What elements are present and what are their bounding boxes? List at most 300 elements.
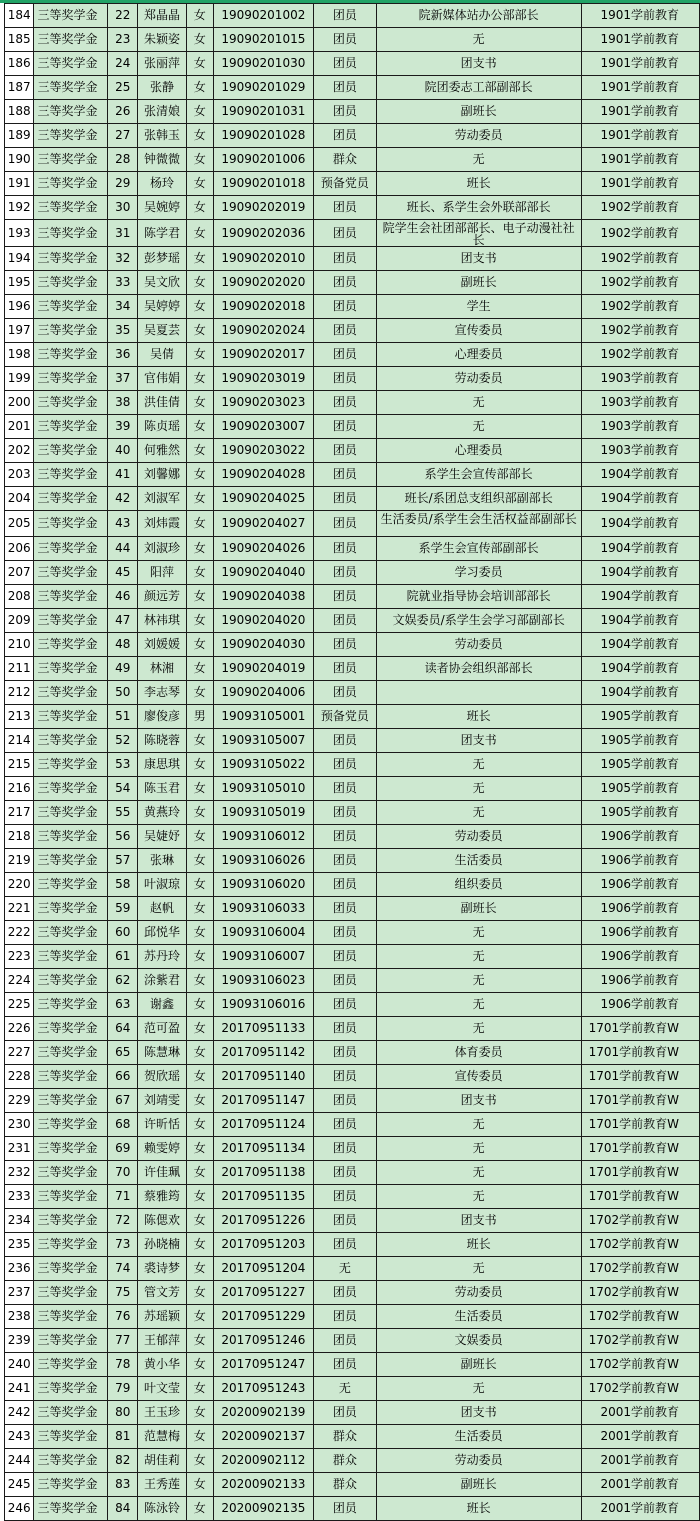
seq-cell[interactable]: 58 — [108, 873, 138, 897]
political-status-cell[interactable]: 团员 — [314, 825, 377, 849]
class-cell[interactable]: 1901学前教育 — [581, 76, 699, 100]
class-cell[interactable]: 1701学前教育W — [581, 1113, 699, 1137]
gender-cell[interactable]: 女 — [186, 609, 213, 633]
student-id-cell[interactable]: 19090204027 — [213, 511, 313, 537]
class-cell[interactable]: 1904学前教育 — [581, 561, 699, 585]
class-cell[interactable]: 1901学前教育 — [581, 28, 699, 52]
row-number-cell[interactable]: 242 — [5, 1401, 34, 1425]
row-number-cell[interactable]: 228 — [5, 1065, 34, 1089]
position-cell[interactable]: 班长、系学生会外联部部长 — [376, 196, 581, 220]
student-name-cell[interactable]: 陈慧琳 — [138, 1041, 187, 1065]
position-cell[interactable]: 学生 — [376, 295, 581, 319]
award-cell[interactable]: 三等奖学金 — [34, 897, 108, 921]
position-cell[interactable]: 无 — [376, 1377, 581, 1401]
political-status-cell[interactable]: 团员 — [314, 561, 377, 585]
award-cell[interactable]: 三等奖学金 — [34, 28, 108, 52]
student-id-cell[interactable]: 19093106012 — [213, 825, 313, 849]
seq-cell[interactable]: 57 — [108, 849, 138, 873]
gender-cell[interactable]: 女 — [186, 100, 213, 124]
seq-cell[interactable]: 64 — [108, 1017, 138, 1041]
student-id-cell[interactable]: 19090202024 — [213, 319, 313, 343]
student-name-cell[interactable]: 王玉珍 — [138, 1401, 187, 1425]
student-id-cell[interactable]: 19090202017 — [213, 343, 313, 367]
political-status-cell[interactable]: 团员 — [314, 945, 377, 969]
gender-cell[interactable]: 女 — [186, 1281, 213, 1305]
gender-cell[interactable]: 女 — [186, 1449, 213, 1473]
seq-cell[interactable]: 45 — [108, 561, 138, 585]
row-number-cell[interactable]: 236 — [5, 1257, 34, 1281]
student-name-cell[interactable]: 范慧梅 — [138, 1425, 187, 1449]
student-id-cell[interactable]: 20170951147 — [213, 1089, 313, 1113]
class-cell[interactable]: 1905学前教育 — [581, 801, 699, 825]
student-id-cell[interactable]: 19090201006 — [213, 148, 313, 172]
seq-cell[interactable]: 33 — [108, 271, 138, 295]
row-number-cell[interactable]: 227 — [5, 1041, 34, 1065]
class-cell[interactable]: 2001学前教育 — [581, 1449, 699, 1473]
row-number-cell[interactable]: 237 — [5, 1281, 34, 1305]
award-cell[interactable]: 三等奖学金 — [34, 1281, 108, 1305]
award-cell[interactable]: 三等奖学金 — [34, 681, 108, 705]
political-status-cell[interactable]: 团员 — [314, 849, 377, 873]
gender-cell[interactable]: 女 — [186, 511, 213, 537]
student-name-cell[interactable]: 谢鑫 — [138, 993, 187, 1017]
student-name-cell[interactable]: 裘诗梦 — [138, 1257, 187, 1281]
award-cell[interactable]: 三等奖学金 — [34, 993, 108, 1017]
student-name-cell[interactable]: 林祎琪 — [138, 609, 187, 633]
political-status-cell[interactable]: 无 — [314, 1257, 377, 1281]
class-cell[interactable]: 1902学前教育 — [581, 196, 699, 220]
gender-cell[interactable]: 女 — [186, 4, 213, 28]
class-cell[interactable]: 1906学前教育 — [581, 873, 699, 897]
student-id-cell[interactable]: 20170951124 — [213, 1113, 313, 1137]
row-number-cell[interactable]: 209 — [5, 609, 34, 633]
gender-cell[interactable]: 女 — [186, 319, 213, 343]
class-cell[interactable]: 1901学前教育 — [581, 4, 699, 28]
row-number-cell[interactable]: 192 — [5, 196, 34, 220]
seq-cell[interactable]: 73 — [108, 1233, 138, 1257]
seq-cell[interactable]: 22 — [108, 4, 138, 28]
seq-cell[interactable]: 70 — [108, 1161, 138, 1185]
political-status-cell[interactable]: 团员 — [314, 1185, 377, 1209]
student-id-cell[interactable]: 20170951227 — [213, 1281, 313, 1305]
student-id-cell[interactable]: 19093106020 — [213, 873, 313, 897]
seq-cell[interactable]: 30 — [108, 196, 138, 220]
award-cell[interactable]: 三等奖学金 — [34, 1329, 108, 1353]
seq-cell[interactable]: 52 — [108, 729, 138, 753]
award-cell[interactable]: 三等奖学金 — [34, 753, 108, 777]
seq-cell[interactable]: 32 — [108, 247, 138, 271]
student-id-cell[interactable]: 19090204020 — [213, 609, 313, 633]
student-id-cell[interactable]: 19090203019 — [213, 367, 313, 391]
row-number-cell[interactable]: 210 — [5, 633, 34, 657]
student-id-cell[interactable]: 20170951135 — [213, 1185, 313, 1209]
student-id-cell[interactable]: 20170951204 — [213, 1257, 313, 1281]
position-cell[interactable]: 无 — [376, 945, 581, 969]
seq-cell[interactable]: 76 — [108, 1305, 138, 1329]
student-id-cell[interactable]: 20170951243 — [213, 1377, 313, 1401]
award-cell[interactable]: 三等奖学金 — [34, 873, 108, 897]
seq-cell[interactable]: 37 — [108, 367, 138, 391]
seq-cell[interactable]: 66 — [108, 1065, 138, 1089]
student-id-cell[interactable]: 19090204040 — [213, 561, 313, 585]
award-cell[interactable]: 三等奖学金 — [34, 1017, 108, 1041]
gender-cell[interactable]: 女 — [186, 220, 213, 247]
seq-cell[interactable]: 40 — [108, 439, 138, 463]
class-cell[interactable]: 1902学前教育 — [581, 271, 699, 295]
student-id-cell[interactable]: 20170951203 — [213, 1233, 313, 1257]
gender-cell[interactable]: 女 — [186, 196, 213, 220]
student-name-cell[interactable]: 刘靖雯 — [138, 1089, 187, 1113]
position-cell[interactable]: 无 — [376, 801, 581, 825]
student-name-cell[interactable]: 张丽萍 — [138, 52, 187, 76]
student-id-cell[interactable]: 19090204025 — [213, 487, 313, 511]
gender-cell[interactable]: 女 — [186, 921, 213, 945]
position-cell[interactable]: 班长/系团总支组织部副部长 — [376, 487, 581, 511]
position-cell[interactable]: 院学生会社团部部长、电子动漫社社长 — [376, 220, 581, 247]
student-name-cell[interactable]: 胡佳莉 — [138, 1449, 187, 1473]
position-cell[interactable]: 系学生会宣传部副部长 — [376, 537, 581, 561]
class-cell[interactable]: 1903学前教育 — [581, 367, 699, 391]
political-status-cell[interactable]: 团员 — [314, 729, 377, 753]
gender-cell[interactable]: 女 — [186, 439, 213, 463]
award-cell[interactable]: 三等奖学金 — [34, 148, 108, 172]
position-cell[interactable]: 读者协会组织部部长 — [376, 657, 581, 681]
gender-cell[interactable]: 女 — [186, 873, 213, 897]
row-number-cell[interactable]: 241 — [5, 1377, 34, 1401]
seq-cell[interactable]: 42 — [108, 487, 138, 511]
row-number-cell[interactable]: 194 — [5, 247, 34, 271]
student-name-cell[interactable]: 阳萍 — [138, 561, 187, 585]
class-cell[interactable]: 1903学前教育 — [581, 391, 699, 415]
gender-cell[interactable]: 女 — [186, 367, 213, 391]
row-number-cell[interactable]: 206 — [5, 537, 34, 561]
position-cell[interactable]: 系学生会宣传部部长 — [376, 463, 581, 487]
political-status-cell[interactable]: 团员 — [314, 1041, 377, 1065]
student-id-cell[interactable]: 19090201029 — [213, 76, 313, 100]
political-status-cell[interactable]: 团员 — [314, 657, 377, 681]
student-name-cell[interactable]: 苏瑶颖 — [138, 1305, 187, 1329]
row-number-cell[interactable]: 231 — [5, 1137, 34, 1161]
class-cell[interactable]: 1902学前教育 — [581, 343, 699, 367]
class-cell[interactable]: 1702学前教育W — [581, 1233, 699, 1257]
gender-cell[interactable]: 女 — [186, 969, 213, 993]
class-cell[interactable]: 1904学前教育 — [581, 681, 699, 705]
seq-cell[interactable]: 56 — [108, 825, 138, 849]
student-name-cell[interactable]: 陈晓蓉 — [138, 729, 187, 753]
class-cell[interactable]: 1902学前教育 — [581, 247, 699, 271]
student-name-cell[interactable]: 官伟娟 — [138, 367, 187, 391]
seq-cell[interactable]: 65 — [108, 1041, 138, 1065]
row-number-cell[interactable]: 188 — [5, 100, 34, 124]
row-number-cell[interactable]: 191 — [5, 172, 34, 196]
student-name-cell[interactable]: 许佳珮 — [138, 1161, 187, 1185]
student-id-cell[interactable]: 19090202036 — [213, 220, 313, 247]
row-number-cell[interactable]: 197 — [5, 319, 34, 343]
gender-cell[interactable]: 女 — [186, 76, 213, 100]
student-name-cell[interactable]: 刘馨娜 — [138, 463, 187, 487]
row-number-cell[interactable]: 186 — [5, 52, 34, 76]
student-id-cell[interactable]: 20170951226 — [213, 1209, 313, 1233]
political-status-cell[interactable]: 团员 — [314, 753, 377, 777]
row-number-cell[interactable]: 222 — [5, 921, 34, 945]
student-id-cell[interactable]: 19090201028 — [213, 124, 313, 148]
award-cell[interactable]: 三等奖学金 — [34, 367, 108, 391]
seq-cell[interactable]: 69 — [108, 1137, 138, 1161]
award-cell[interactable]: 三等奖学金 — [34, 1257, 108, 1281]
seq-cell[interactable]: 62 — [108, 969, 138, 993]
award-cell[interactable]: 三等奖学金 — [34, 1497, 108, 1521]
political-status-cell[interactable]: 团员 — [314, 777, 377, 801]
political-status-cell[interactable]: 团员 — [314, 319, 377, 343]
award-cell[interactable]: 三等奖学金 — [34, 801, 108, 825]
seq-cell[interactable]: 41 — [108, 463, 138, 487]
position-cell[interactable]: 文娱委员 — [376, 1329, 581, 1353]
position-cell[interactable]: 心理委员 — [376, 439, 581, 463]
position-cell[interactable]: 生活委员 — [376, 849, 581, 873]
student-name-cell[interactable]: 张琳 — [138, 849, 187, 873]
position-cell[interactable]: 无 — [376, 28, 581, 52]
political-status-cell[interactable]: 团员 — [314, 1233, 377, 1257]
seq-cell[interactable]: 82 — [108, 1449, 138, 1473]
award-cell[interactable]: 三等奖学金 — [34, 825, 108, 849]
student-id-cell[interactable]: 19093105007 — [213, 729, 313, 753]
student-id-cell[interactable]: 19090201015 — [213, 28, 313, 52]
class-cell[interactable]: 2001学前教育 — [581, 1473, 699, 1497]
row-number-cell[interactable]: 243 — [5, 1425, 34, 1449]
student-id-cell[interactable]: 20200902133 — [213, 1473, 313, 1497]
student-id-cell[interactable]: 19093105022 — [213, 753, 313, 777]
student-name-cell[interactable]: 吴婕妤 — [138, 825, 187, 849]
position-cell[interactable] — [376, 681, 581, 705]
seq-cell[interactable]: 72 — [108, 1209, 138, 1233]
gender-cell[interactable]: 女 — [186, 1425, 213, 1449]
gender-cell[interactable]: 女 — [186, 1065, 213, 1089]
row-number-cell[interactable]: 184 — [5, 4, 34, 28]
row-number-cell[interactable]: 229 — [5, 1089, 34, 1113]
seq-cell[interactable]: 61 — [108, 945, 138, 969]
class-cell[interactable]: 2001学前教育 — [581, 1401, 699, 1425]
gender-cell[interactable]: 女 — [186, 1305, 213, 1329]
political-status-cell[interactable]: 团员 — [314, 100, 377, 124]
gender-cell[interactable]: 女 — [186, 247, 213, 271]
class-cell[interactable]: 1702学前教育W — [581, 1377, 699, 1401]
position-cell[interactable]: 无 — [376, 777, 581, 801]
row-number-cell[interactable]: 202 — [5, 439, 34, 463]
award-cell[interactable]: 三等奖学金 — [34, 1113, 108, 1137]
student-name-cell[interactable]: 陈泳铃 — [138, 1497, 187, 1521]
row-number-cell[interactable]: 225 — [5, 993, 34, 1017]
row-number-cell[interactable]: 220 — [5, 873, 34, 897]
position-cell[interactable]: 副班长 — [376, 897, 581, 921]
student-id-cell[interactable]: 19090204026 — [213, 537, 313, 561]
award-cell[interactable]: 三等奖学金 — [34, 777, 108, 801]
political-status-cell[interactable]: 团员 — [314, 537, 377, 561]
award-cell[interactable]: 三等奖学金 — [34, 921, 108, 945]
seq-cell[interactable]: 31 — [108, 220, 138, 247]
seq-cell[interactable]: 23 — [108, 28, 138, 52]
student-id-cell[interactable]: 19090202018 — [213, 295, 313, 319]
political-status-cell[interactable]: 团员 — [314, 1305, 377, 1329]
award-cell[interactable]: 三等奖学金 — [34, 463, 108, 487]
political-status-cell[interactable]: 团员 — [314, 921, 377, 945]
award-cell[interactable]: 三等奖学金 — [34, 220, 108, 247]
award-cell[interactable]: 三等奖学金 — [34, 196, 108, 220]
political-status-cell[interactable]: 团员 — [314, 969, 377, 993]
class-cell[interactable]: 1904学前教育 — [581, 463, 699, 487]
award-cell[interactable]: 三等奖学金 — [34, 705, 108, 729]
award-cell[interactable]: 三等奖学金 — [34, 1233, 108, 1257]
student-name-cell[interactable]: 吴倩 — [138, 343, 187, 367]
class-cell[interactable]: 1702学前教育W — [581, 1257, 699, 1281]
row-number-cell[interactable]: 195 — [5, 271, 34, 295]
row-number-cell[interactable]: 246 — [5, 1497, 34, 1521]
class-cell[interactable]: 2001学前教育 — [581, 1425, 699, 1449]
student-name-cell[interactable]: 张静 — [138, 76, 187, 100]
political-status-cell[interactable]: 团员 — [314, 873, 377, 897]
student-id-cell[interactable]: 20170951140 — [213, 1065, 313, 1089]
political-status-cell[interactable]: 团员 — [314, 391, 377, 415]
position-cell[interactable]: 宣传委员 — [376, 319, 581, 343]
student-id-cell[interactable]: 19093106004 — [213, 921, 313, 945]
gender-cell[interactable]: 女 — [186, 1113, 213, 1137]
student-name-cell[interactable]: 林湘 — [138, 657, 187, 681]
award-cell[interactable]: 三等奖学金 — [34, 609, 108, 633]
row-number-cell[interactable]: 196 — [5, 295, 34, 319]
student-name-cell[interactable]: 贺欣瑶 — [138, 1065, 187, 1089]
seq-cell[interactable]: 26 — [108, 100, 138, 124]
award-cell[interactable]: 三等奖学金 — [34, 415, 108, 439]
position-cell[interactable]: 班长 — [376, 705, 581, 729]
student-id-cell[interactable]: 19093105010 — [213, 777, 313, 801]
student-id-cell[interactable]: 20200902135 — [213, 1497, 313, 1521]
class-cell[interactable]: 1905学前教育 — [581, 705, 699, 729]
political-status-cell[interactable]: 群众 — [314, 1449, 377, 1473]
student-id-cell[interactable]: 19093105019 — [213, 801, 313, 825]
position-cell[interactable]: 生活委员/系学生会生活权益部副部长 — [376, 511, 581, 537]
position-cell[interactable]: 生活委员 — [376, 1425, 581, 1449]
political-status-cell[interactable]: 团员 — [314, 511, 377, 537]
student-name-cell[interactable]: 杨玲 — [138, 172, 187, 196]
award-cell[interactable]: 三等奖学金 — [34, 343, 108, 367]
seq-cell[interactable]: 77 — [108, 1329, 138, 1353]
gender-cell[interactable]: 女 — [186, 729, 213, 753]
row-number-cell[interactable]: 215 — [5, 753, 34, 777]
award-cell[interactable]: 三等奖学金 — [34, 1209, 108, 1233]
gender-cell[interactable]: 女 — [186, 1329, 213, 1353]
student-id-cell[interactable]: 19090204028 — [213, 463, 313, 487]
row-number-cell[interactable]: 239 — [5, 1329, 34, 1353]
student-id-cell[interactable]: 19090204019 — [213, 657, 313, 681]
gender-cell[interactable]: 女 — [186, 1137, 213, 1161]
row-number-cell[interactable]: 234 — [5, 1209, 34, 1233]
row-number-cell[interactable]: 189 — [5, 124, 34, 148]
position-cell[interactable]: 生活委员 — [376, 1305, 581, 1329]
seq-cell[interactable]: 59 — [108, 897, 138, 921]
class-cell[interactable]: 1701学前教育W — [581, 1017, 699, 1041]
political-status-cell[interactable]: 团员 — [314, 415, 377, 439]
student-id-cell[interactable]: 20200902139 — [213, 1401, 313, 1425]
row-number-cell[interactable]: 221 — [5, 897, 34, 921]
student-name-cell[interactable]: 朱颖姿 — [138, 28, 187, 52]
row-number-cell[interactable]: 244 — [5, 1449, 34, 1473]
gender-cell[interactable]: 女 — [186, 585, 213, 609]
row-number-cell[interactable]: 208 — [5, 585, 34, 609]
political-status-cell[interactable]: 团员 — [314, 76, 377, 100]
award-cell[interactable]: 三等奖学金 — [34, 1305, 108, 1329]
award-cell[interactable]: 三等奖学金 — [34, 172, 108, 196]
award-cell[interactable]: 三等奖学金 — [34, 1089, 108, 1113]
political-status-cell[interactable]: 团员 — [314, 196, 377, 220]
political-status-cell[interactable]: 团员 — [314, 1161, 377, 1185]
student-name-cell[interactable]: 王郁萍 — [138, 1329, 187, 1353]
position-cell[interactable]: 无 — [376, 753, 581, 777]
position-cell[interactable]: 班长 — [376, 1233, 581, 1257]
position-cell[interactable]: 副班长 — [376, 1473, 581, 1497]
political-status-cell[interactable]: 团员 — [314, 367, 377, 391]
award-cell[interactable]: 三等奖学金 — [34, 1425, 108, 1449]
gender-cell[interactable]: 女 — [186, 1017, 213, 1041]
award-cell[interactable]: 三等奖学金 — [34, 561, 108, 585]
position-cell[interactable]: 院新媒体站办公部部长 — [376, 4, 581, 28]
row-number-cell[interactable]: 198 — [5, 343, 34, 367]
award-cell[interactable]: 三等奖学金 — [34, 76, 108, 100]
position-cell[interactable]: 劳动委员 — [376, 633, 581, 657]
gender-cell[interactable]: 女 — [186, 148, 213, 172]
class-cell[interactable]: 1904学前教育 — [581, 487, 699, 511]
class-cell[interactable]: 1905学前教育 — [581, 729, 699, 753]
gender-cell[interactable]: 女 — [186, 343, 213, 367]
gender-cell[interactable]: 女 — [186, 561, 213, 585]
position-cell[interactable]: 组织委员 — [376, 873, 581, 897]
row-number-cell[interactable]: 203 — [5, 463, 34, 487]
class-cell[interactable]: 1901学前教育 — [581, 172, 699, 196]
political-status-cell[interactable]: 团员 — [314, 801, 377, 825]
seq-cell[interactable]: 24 — [108, 52, 138, 76]
seq-cell[interactable]: 68 — [108, 1113, 138, 1137]
political-status-cell[interactable]: 团员 — [314, 52, 377, 76]
row-number-cell[interactable]: 235 — [5, 1233, 34, 1257]
class-cell[interactable]: 1906学前教育 — [581, 921, 699, 945]
gender-cell[interactable]: 女 — [186, 777, 213, 801]
student-id-cell[interactable]: 19093106016 — [213, 993, 313, 1017]
award-cell[interactable]: 三等奖学金 — [34, 1161, 108, 1185]
class-cell[interactable]: 1702学前教育W — [581, 1281, 699, 1305]
gender-cell[interactable]: 女 — [186, 1041, 213, 1065]
position-cell[interactable]: 文娱委员/系学生会学习部副部长 — [376, 609, 581, 633]
student-id-cell[interactable]: 20170951247 — [213, 1353, 313, 1377]
seq-cell[interactable]: 55 — [108, 801, 138, 825]
political-status-cell[interactable]: 团员 — [314, 993, 377, 1017]
position-cell[interactable]: 无 — [376, 1161, 581, 1185]
political-status-cell[interactable]: 团员 — [314, 487, 377, 511]
student-id-cell[interactable]: 20170951134 — [213, 1137, 313, 1161]
student-name-cell[interactable]: 黄燕玲 — [138, 801, 187, 825]
position-cell[interactable]: 院团委志工部副部长 — [376, 76, 581, 100]
student-id-cell[interactable]: 20170951138 — [213, 1161, 313, 1185]
class-cell[interactable]: 1701学前教育W — [581, 1137, 699, 1161]
class-cell[interactable]: 1702学前教育W — [581, 1353, 699, 1377]
seq-cell[interactable]: 71 — [108, 1185, 138, 1209]
position-cell[interactable]: 无 — [376, 1257, 581, 1281]
row-number-cell[interactable]: 199 — [5, 367, 34, 391]
class-cell[interactable]: 1901学前教育 — [581, 52, 699, 76]
political-status-cell[interactable]: 团员 — [314, 897, 377, 921]
class-cell[interactable]: 1901学前教育 — [581, 100, 699, 124]
seq-cell[interactable]: 39 — [108, 415, 138, 439]
seq-cell[interactable]: 38 — [108, 391, 138, 415]
position-cell[interactable]: 无 — [376, 1017, 581, 1041]
student-name-cell[interactable]: 颜远芳 — [138, 585, 187, 609]
